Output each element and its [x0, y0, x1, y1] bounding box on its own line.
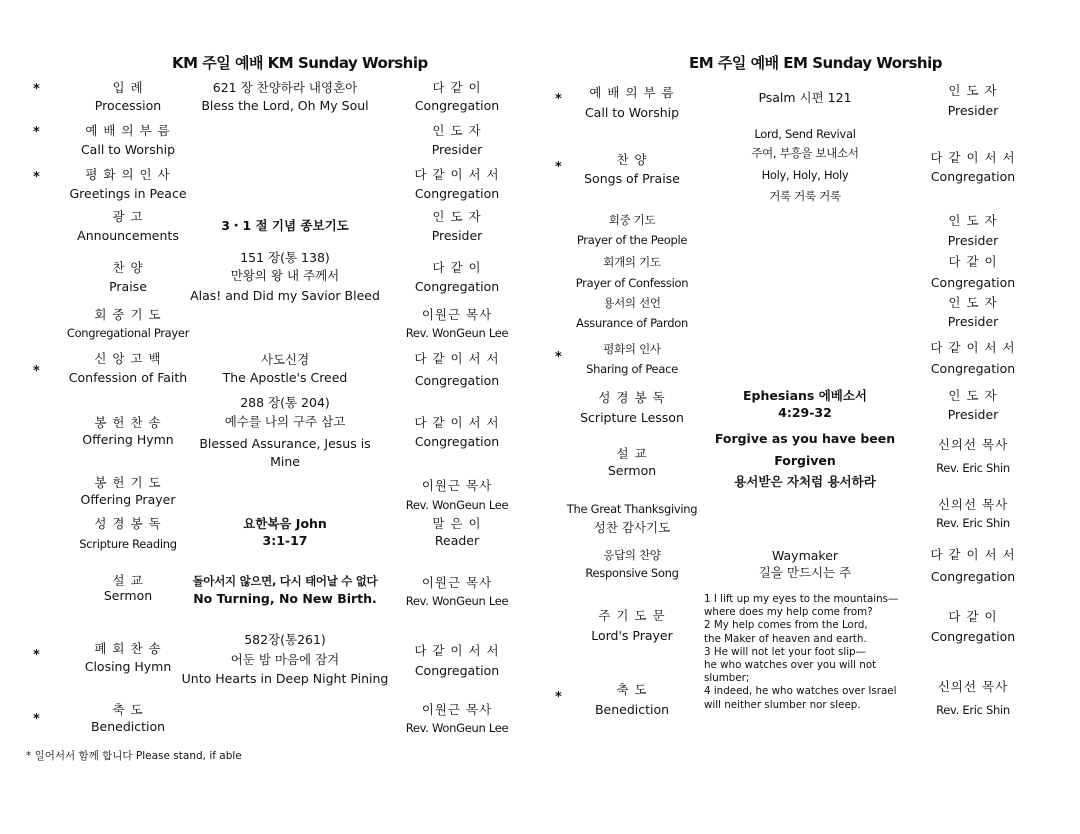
em-leader-kr: 다 같 이 서 서	[930, 340, 1016, 355]
km-item-mid: 예수를 나의 구주 삼고	[224, 414, 346, 429]
km-item-en: Announcements	[77, 228, 179, 243]
em-item-kr: 회중 기도	[608, 213, 656, 227]
em-item-en: Scripture Lesson	[580, 410, 684, 425]
km-leader-kr: 인 도 자	[432, 209, 482, 224]
km-item-en: Sermon	[103, 588, 153, 603]
km-leader-en: Rev. WonGeun Lee	[405, 721, 509, 735]
em-item-kr: 성찬 감사기도	[593, 520, 671, 535]
em-leader-kr: 인 도 자	[948, 83, 998, 98]
km-item-kr: 광 고	[112, 209, 144, 224]
em-item-en: Songs of Praise	[584, 171, 680, 186]
em-sermon-title: Forgive as you have been	[714, 431, 896, 446]
em-leader-kr: 신의선 목사	[937, 497, 1009, 512]
km-item-kr: 입 례	[112, 80, 144, 95]
em-item-en: Benediction	[594, 702, 670, 717]
km-item-kr: 예 배 의 부 름	[85, 123, 171, 138]
km-leader-en: Rev. WonGeun Lee	[405, 594, 509, 608]
em-scripture: Ephesians 에베소서	[742, 388, 867, 403]
km-sermon-title: 돌아서지 않으면, 다시 태어날 수 없다	[192, 574, 378, 588]
km-item-mid: The Apostle's Creed	[222, 370, 348, 385]
stand-marker: *	[33, 82, 40, 97]
km-item-mid: Alas! and Did my Savior Bleed	[190, 288, 380, 303]
em-leader-kr: 다 같 이 서 서	[930, 547, 1016, 562]
em-leader-en: Rev. Eric Shin	[936, 516, 1010, 530]
km-leader-en: Rev. WonGeun Lee	[405, 498, 509, 512]
km-item-en: Offering Prayer	[80, 492, 176, 507]
em-title: EM 주일 예배 EM Sunday Worship	[689, 54, 942, 72]
km-item-mid: 288 장(통 204)	[240, 395, 330, 410]
em-item-en: Assurance of Pardon	[576, 316, 688, 330]
km-leader-en: Rev. WonGeun Lee	[405, 326, 509, 340]
em-leader-en: Congregation	[930, 629, 1016, 644]
stand-marker: *	[555, 690, 562, 705]
km-item-mid: Unto Hearts in Deep Night Pining	[181, 671, 389, 686]
em-leader-kr: 다 같 이	[948, 609, 998, 624]
footnote: * 일어서서 함께 합니다 Please stand, if able	[26, 750, 242, 762]
km-leader-kr: 다 같 이 서 서	[414, 643, 500, 658]
em-item-kr: 찬 양	[616, 152, 648, 167]
km-leader-en: Congregation	[414, 373, 500, 388]
em-item-kr: 회개의 기도	[603, 255, 661, 269]
km-leader-kr: 이원근 목사	[421, 575, 493, 590]
stand-marker: *	[555, 350, 562, 365]
km-item-mid: 582장(통261)	[244, 632, 326, 647]
em-item-mid: Holy, Holy, Holy	[761, 168, 849, 182]
em-leader-kr: 다 같 이	[948, 254, 998, 269]
em-item-en: Prayer of the People	[576, 233, 688, 247]
em-leader-en: Congregation	[930, 361, 1016, 376]
km-leader-kr: 다 같 이 서 서	[414, 351, 500, 366]
em-item-en: Lord's Prayer	[591, 628, 673, 643]
km-sermon-title: No Turning, No New Birth.	[193, 591, 377, 606]
km-leader-kr: 다 같 이 서 서	[414, 167, 500, 182]
em-item-en: Sharing of Peace	[586, 362, 678, 376]
km-item-en: Congregational Prayer	[66, 326, 190, 340]
km-leader-en: Presider	[431, 228, 483, 243]
em-sermon-title: 용서받은 자처럼 용서하라	[734, 474, 876, 489]
em-item-mid: Lord, Send Revival	[754, 127, 856, 141]
km-item-en: Procession	[94, 98, 162, 113]
stand-marker: *	[555, 92, 562, 107]
stand-marker: *	[33, 170, 40, 185]
em-item-en: Responsive Song	[585, 566, 679, 580]
em-item-kr: 성 경 봉 독	[598, 390, 666, 405]
km-item-kr: 설 교	[112, 573, 144, 588]
km-item-en: Scripture Reading	[79, 537, 177, 551]
em-item-mid: 길을 만드시는 주	[758, 565, 852, 580]
km-leader-kr: 말 은 이	[432, 516, 482, 531]
km-item-mid: 3・1 절 기념 종보기도	[221, 218, 349, 233]
km-item-mid: Mine	[270, 454, 300, 469]
km-item-mid: Bless the Lord, Oh My Soul	[201, 98, 369, 113]
km-leader-en: Presider	[431, 142, 483, 157]
em-leader-en: Rev. Eric Shin	[936, 461, 1010, 475]
km-scripture: 요한복음 John	[243, 516, 327, 531]
km-leader-en: Reader	[434, 533, 480, 548]
em-item-en: Prayer of Confession	[575, 276, 689, 290]
em-leader-kr: 인 도 자	[948, 388, 998, 403]
km-item-kr: 축 도	[112, 702, 144, 717]
em-leader-kr: 인 도 자	[948, 295, 998, 310]
em-leader-en: Congregation	[930, 275, 1016, 290]
em-leader-en: Presider	[947, 103, 999, 118]
em-leader-kr: 신의선 목사	[937, 437, 1009, 452]
em-leader-kr: 신의선 목사	[937, 679, 1009, 694]
km-item-en: Benediction	[90, 719, 166, 734]
km-item-mid: 151 장(통 138)	[240, 250, 330, 265]
km-item-en: Confession of Faith	[68, 370, 188, 385]
km-leader-kr: 다 같 이	[432, 260, 482, 275]
km-leader-en: Congregation	[414, 663, 500, 678]
em-leader-en: Presider	[947, 233, 999, 248]
km-item-en: Praise	[109, 279, 147, 294]
km-item-mid: 사도신경	[260, 352, 310, 367]
km-title: KM 주일 예배 KM Sunday Worship	[172, 54, 428, 72]
em-leader-kr: 인 도 자	[948, 213, 998, 228]
km-leader-en: Congregation	[414, 279, 500, 294]
psalm-121-text: 1 I lift up my eyes to the mountains— where does my help come from? 2 My help comes from the Lord, the Maker of heaven and earth. 3 He will not let your foot slip— he who watches over you will not slumber; 4 indeed, he who watches over Israel will neither slumber nor sleep.	[704, 593, 899, 711]
km-item-mid: 만왕의 왕 내 주께서	[230, 268, 340, 283]
km-leader-kr: 이원근 목사	[421, 307, 493, 322]
em-item-en: The Great Thanksgiving	[566, 502, 698, 516]
em-item-en: Call to Worship	[584, 105, 680, 120]
km-item-kr: 봉 헌 찬 송	[94, 415, 162, 430]
km-item-en: Offering Hymn	[82, 432, 174, 447]
em-leader-en: Congregation	[930, 169, 1016, 184]
km-item-kr: 폐 회 찬 송	[94, 641, 162, 656]
em-item-kr: 예 배 의 부 름	[589, 85, 675, 100]
em-item-mid: 거룩 거룩 거룩	[769, 189, 841, 203]
stand-marker: *	[33, 712, 40, 727]
km-item-mid: 621 장 찬양하라 내영혼아	[212, 80, 358, 95]
em-leader-en: Congregation	[930, 569, 1016, 584]
km-item-kr: 평 화 의 인 사	[85, 167, 171, 182]
km-leader-kr: 인 도 자	[432, 123, 482, 138]
em-item-mid: Waymaker	[771, 548, 839, 563]
em-item-kr: 주 기 도 문	[598, 608, 666, 623]
stand-marker: *	[33, 364, 40, 379]
em-leader-en: Presider	[947, 314, 999, 329]
em-item-en: Sermon	[607, 463, 657, 478]
em-sermon-title: Forgiven	[774, 453, 836, 468]
km-leader-en: Congregation	[414, 98, 500, 113]
em-item-kr: 평화의 인사	[603, 342, 661, 356]
km-item-mid: Blessed Assurance, Jesus is	[199, 436, 371, 451]
em-item-kr: 응답의 찬양	[603, 548, 661, 562]
km-leader-en: Congregation	[414, 186, 500, 201]
km-item-en: Call to Worship	[80, 142, 176, 157]
km-leader-kr: 이원근 목사	[421, 702, 493, 717]
km-item-kr: 성 경 봉 독	[94, 516, 162, 531]
em-item-mid: 주여, 부흥을 보내소서	[751, 146, 859, 160]
km-item-kr: 봉 헌 기 도	[94, 475, 162, 490]
em-item-kr: 용서의 선언	[603, 296, 661, 310]
km-leader-kr: 다 같 이	[432, 80, 482, 95]
km-scripture: 3:1-17	[262, 533, 308, 548]
km-leader-kr: 이원근 목사	[421, 478, 493, 493]
km-leader-en: Congregation	[414, 434, 500, 449]
km-item-mid: 어둔 밤 마음에 잠겨	[230, 652, 340, 667]
km-item-kr: 회 중 기 도	[94, 307, 162, 322]
km-item-en: Greetings in Peace	[69, 186, 187, 201]
em-scripture: 4:29-32	[778, 405, 832, 420]
km-item-kr: 찬 양	[112, 260, 144, 275]
stand-marker: *	[555, 160, 562, 175]
km-item-kr: 신 앙 고 백	[94, 351, 162, 366]
em-item-kr: 설 교	[616, 446, 648, 461]
km-item-en: Closing Hymn	[84, 659, 172, 674]
em-leader-en: Presider	[947, 407, 999, 422]
em-leader-kr: 다 같 이 서 서	[930, 150, 1016, 165]
stand-marker: *	[33, 125, 40, 140]
stand-marker: *	[33, 648, 40, 663]
km-leader-kr: 다 같 이 서 서	[414, 415, 500, 430]
em-leader-en: Rev. Eric Shin	[936, 703, 1010, 717]
em-item-mid: Psalm 시편 121	[758, 90, 852, 105]
em-item-kr: 축 도	[616, 682, 648, 697]
